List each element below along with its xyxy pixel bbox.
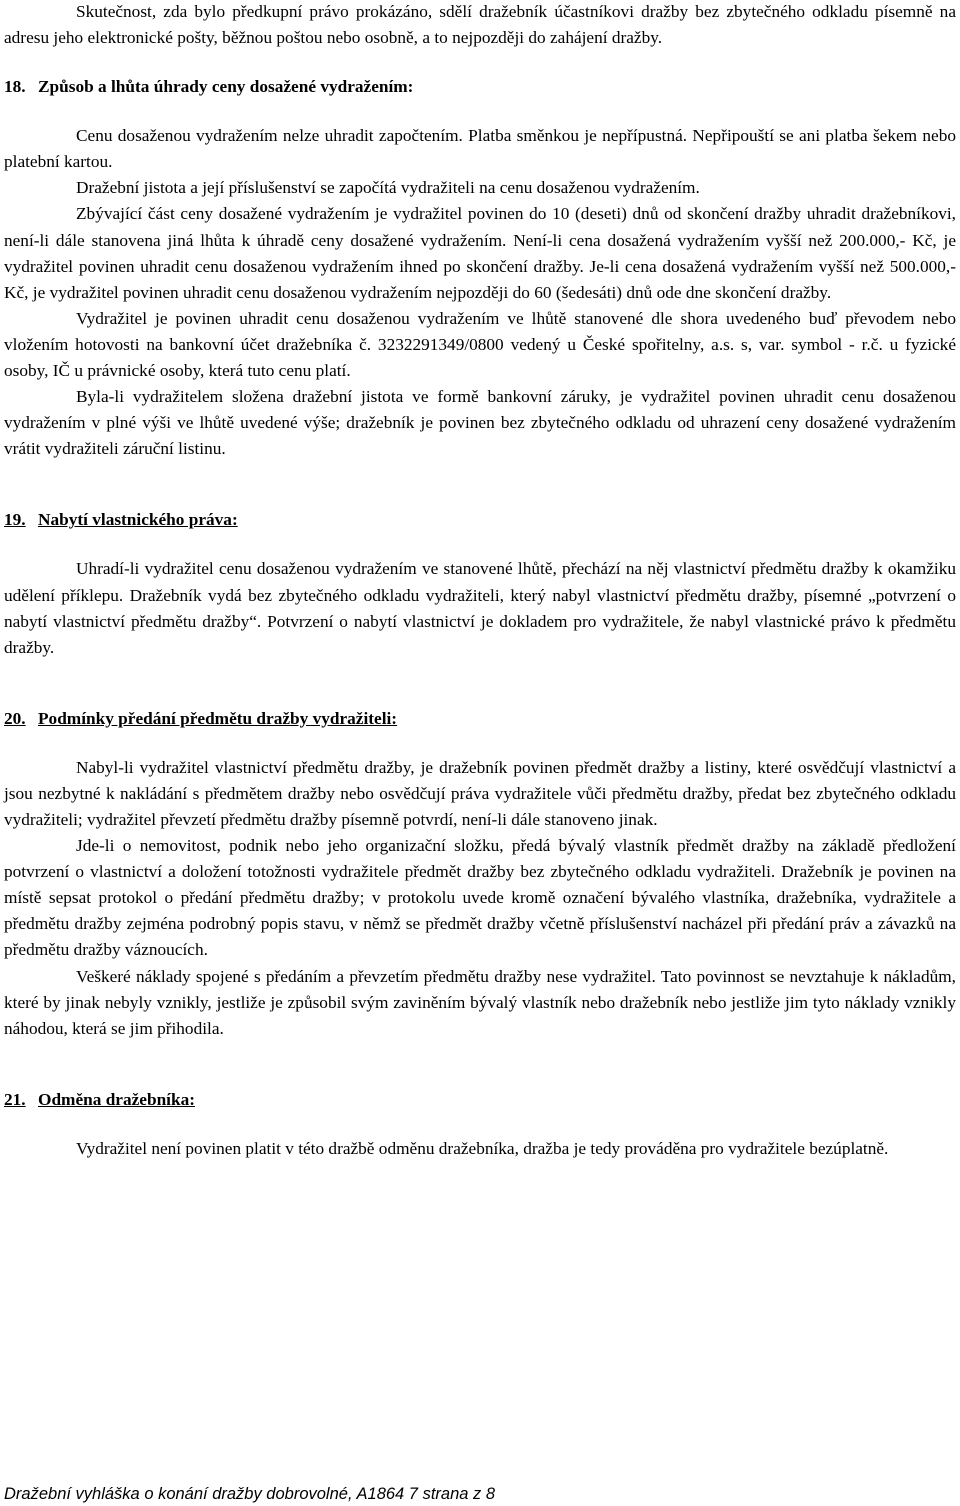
section-21-title: Odměna dražebníka: xyxy=(38,1089,195,1109)
section-20-number: 20. xyxy=(4,708,26,728)
section-18-paragraph-2: Dražební jistota a její příslušenství se započítá vydražiteli na cenu dosaženou vydražením. xyxy=(76,178,700,198)
section-18-heading xyxy=(4,74,956,100)
section-20-paragraph-3: Veškeré náklady spojené s předáním a převzetím předmětu dražby nese vydražitel. Tato povinnost se nevztahuje k nákladům, které by jinak nebyly vznikly, jestliže je způsobil svým zaviněním bývalý vlastník nebo dražebník nebo jestliže jim tyto náklady vznikly náhodou, která se jim přihodila. xyxy=(4,966,956,1038)
section-20-heading xyxy=(4,706,956,732)
section-18-paragraph-3: Zbývající část ceny dosažené vydražením je vydražitel povinen do 10 (deseti) dnů od skončení dražby uhradit dražebníkovi, není-li dále stanovena jiná lhůta k úhradě ceny dosažené vydražením. Není-li cena dosažená vydražením vyšší než 200.000,- Kč, je vydražitel povinen uhradit cenu dosaženou vydražením ihned po skončení dražby. Je-li cena dosažená vydražením vyšší než 500.000,- Kč, je vydražitel povinen uhradit cenu dosaženou vydražením nejpozději do 60 (šedesáti) dnů ode dne skončení dražby. xyxy=(4,204,956,302)
section-21-number: 21. xyxy=(4,1089,26,1109)
section-19-title: Nabytí vlastnického práva: xyxy=(38,510,238,530)
section-19-heading xyxy=(4,507,956,533)
section-18-paragraph-4: Vydražitel je povinen uhradit cenu dosaženou vydražením ve lhůtě stanovené dle shora uvedeného buď převodem nebo vložením hotovosti na bankovní účet dražebníka č. 3232291349/0800 vedený u České spořitelny, a.s. s, var. symbol - r.č. u fyzické osoby, IČ u právnické osoby, která tuto cenu platí. xyxy=(4,308,956,381)
section-20-paragraph-1: Nabyl-li vydražitel vlastnictví předmětu dražby, je dražebník povinen předmět dražby a listiny, které osvědčují vlastnictví a jsou nezbytné k nakládání s předmětem dražby nebo osvědčují práva vydražitele vůči předmětu dražby, předat bez zbytečného odkladu vydražiteli; vydražitel převzetí předmětu dražby písemně potvrdí, není-li dále stanoveno jinak. xyxy=(4,757,956,829)
document-page xyxy=(4,0,956,1162)
page-footer: Dražební vyhláška o konání dražby dobrovolné, A1864 7 strana z 8 xyxy=(4,1485,496,1503)
section-21-heading xyxy=(4,1087,956,1113)
intro-paragraph: Skutečnost, zda bylo předkupní právo prokázáno, sdělí dražebník účastníkovi dražby bez zbytečného odkladu písemně na adresu jeho elektronické pošty, běžnou poštou nebo osobně, a to nejpozději do zahájení dražby. xyxy=(4,2,956,48)
section-18-paragraph-5: Byla-li vydražitelem složena dražební jistota ve formě bankovní záruky, je vydražitel povinen uhradit cenu dosaženou vydražením v plné výši ve lhůtě uvedené výše; dražebník je povinen bez zbytečného odkladu od uhrazení ceny dosažené vydražením vrátit vydražiteli záruční listinu. xyxy=(4,387,956,459)
section-18-number: 18. xyxy=(4,77,26,97)
section-18-paragraph-1: Cenu dosaženou vydražením nelze uhradit započtením. Platba směnkou je nepřípustná. Nepřipouští se ani platba šekem nebo platební kartou. xyxy=(4,126,956,172)
section-20-title: Podmínky předání předmětu dražby vydražiteli: xyxy=(38,708,398,728)
section-19-number: 19. xyxy=(4,510,26,530)
section-19-paragraph-1: Uhradí-li vydražitel cenu dosaženou vydražením ve stanovené lhůtě, přechází na něj vlastnictví předmětu dražby k okamžiku udělení příklepu. Dražebník vydá bez zbytečného odkladu vydražiteli, který nabyl vlastnictví předmětu dražby, písemné „potvrzení o nabytí vlastnictví předmětu dražby“. Potvrzení o nabytí vlastnictví je dokladem pro vydražitele, že nabyl vlastnické právo k předmětu dražby. xyxy=(4,559,956,657)
section-18-title: Způsob a lhůta úhrady ceny dosažené vydražením: xyxy=(38,77,414,97)
section-20-paragraph-2: Jde-li o nemovitost, podnik nebo jeho organizační složku, předá bývalý vlastník předmět dražby na základě předložení potvrzení o vlastnictví a doložení totožnosti vydražitele předmět dražby bez zbytečného odkladu vydražiteli. Dražebník je povinen na místě sepsat protokol o předání předmětu dražby; v protokolu uvede kromě označení bývalého vlastníka, dražebníka, vydražitele a předmětu dražby zejména podrobný popis stavu, v němž se předmět dražby včetně příslušenství nacházel při předání práv a závazků na předmětu dražby váznoucích. xyxy=(4,836,956,960)
section-21-paragraph-1: Vydražitel není povinen platit v této dražbě odměnu dražebníka, dražba je tedy prováděna pro vydražitele bezúplatně. xyxy=(76,1138,889,1158)
